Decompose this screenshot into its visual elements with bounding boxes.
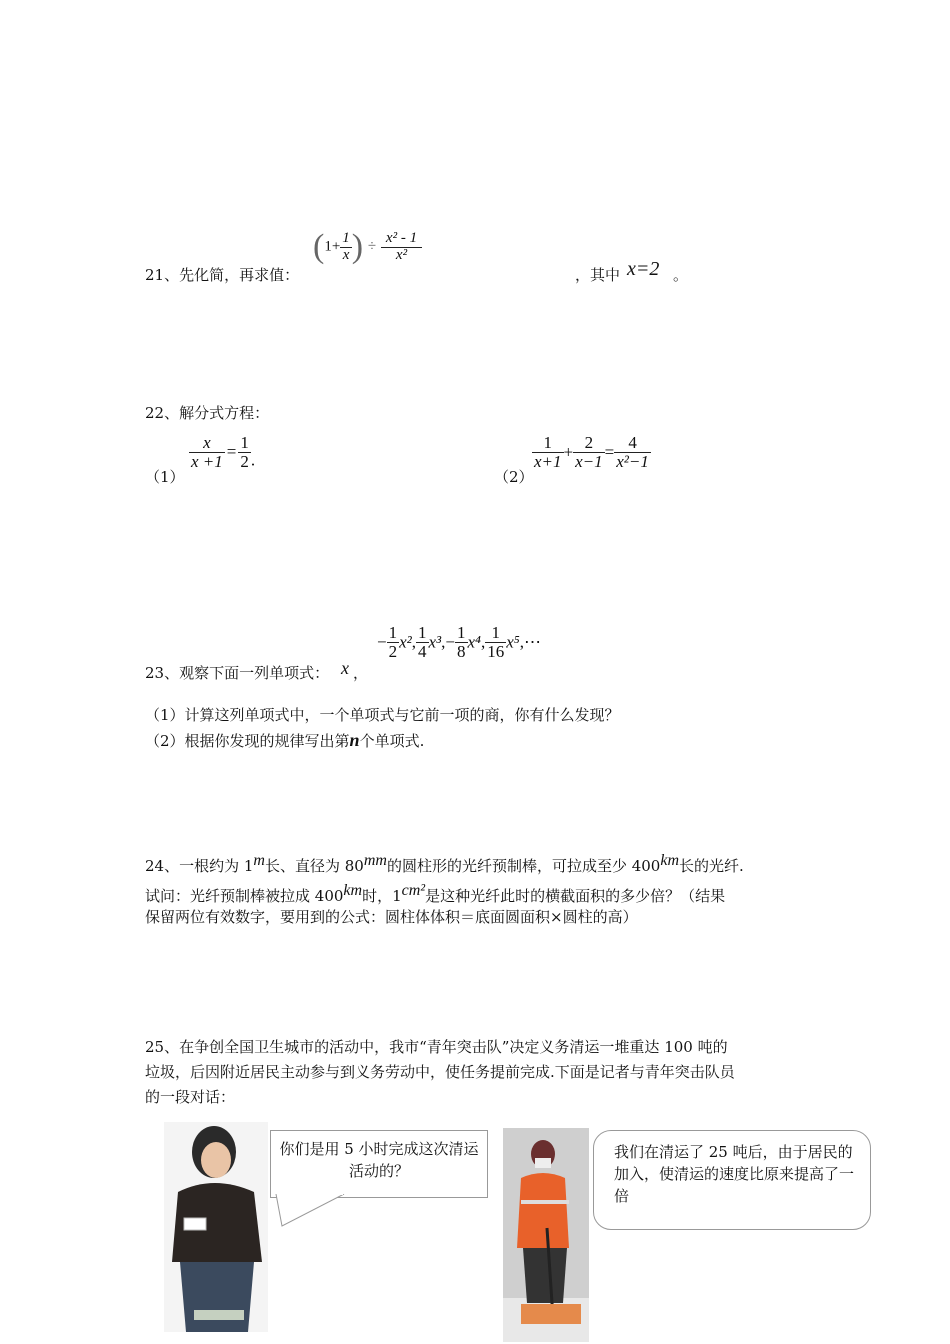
q21-divide: ÷ (367, 238, 377, 255)
q23-first-term: x (341, 658, 349, 678)
q21-one: 1 (324, 238, 332, 255)
q22-p1-equals: = (226, 442, 237, 462)
q22-p2-label: （2） (494, 468, 534, 486)
q25-line2: 垃圾，后因附近居民主动参与到义务劳动中，使任务提前完成.下面是记者与青年突击队员 (145, 1063, 735, 1081)
q23-n-var: n (349, 730, 360, 750)
speech-bubble-worker (593, 1130, 871, 1230)
q21-end: 。 (673, 266, 689, 284)
q21-frac2: $\frac{\text{x² - 1}}{\text{x²}}$ (381, 231, 422, 264)
q21-prefix: 21、先化简，再求值： (145, 266, 300, 284)
q22-p1-left-fraction: $\frac{x}{x +1}$ (191, 433, 223, 471)
q21-expression: (1+ $\frac{1}{x}$ ) ÷ $\frac{\text{x² - 1}}{\text{x²}}$ (313, 228, 422, 266)
q25-line3: 的一段对话： (145, 1088, 236, 1106)
q22-title: 22、解分式方程： (145, 404, 270, 422)
q22-p2-fraction1: $\frac{1}{x+1}$ (534, 433, 562, 471)
q21-middle: ，其中 (575, 266, 621, 284)
q22-p2-equals: = (604, 442, 615, 462)
q22-p2-fraction3: $\frac{4}{\text{x²−1}}$ (616, 433, 649, 471)
q21-plus: + (331, 238, 341, 255)
q23-comma: ， (353, 664, 369, 682)
bubble-reporter-text: 你们是用 5 小时完成这次清运活动的？ (279, 1140, 479, 1180)
q23-series: − $\frac{1}{2}$ x², $\frac{1}{4}$ x³,− $\frac{1}{8}$ x⁴, $\frac{1}{16}$ x⁵,⋯ (377, 623, 541, 661)
q24-line3: 保留两位有效数字，要用到的公式：圆柱体体积＝底面圆面积×圆柱的高） (145, 908, 638, 926)
q23-prefix: 23、观察下面一列单项式： (145, 664, 330, 682)
q22-p2-plus: + (563, 442, 574, 462)
worker-photo (503, 1128, 589, 1342)
q21-frac1: $\frac{1}{x}$ (342, 229, 350, 263)
q22-p1-label: （1） (145, 468, 185, 486)
q22-p1-right-fraction: $\frac{1}{2}$ (240, 433, 249, 471)
q22-p1-end: . (250, 450, 256, 470)
q23-sub2: （2）根据你发现的规律写出第n个单项式. (145, 730, 425, 750)
bubble-reporter-tail (272, 1194, 352, 1234)
speech-bubble-reporter (270, 1130, 488, 1198)
q21-condition: x=2 (627, 258, 660, 280)
q24-line2: 试问：光纤预制棒被拉成 $400^{km}$时，$1^{cm^2}$是这种光纤此时的横截面积的多少倍？（结果 (145, 882, 726, 905)
q23-sub1: （1）计算这列单项式中，一个单项式与它前一项的商，你有什么发现？ (145, 706, 620, 724)
q25-line1: 25、在争创全国卫生城市的活动中，我市“青年突击队”决定义务清运一堆重达 100 吨的 (145, 1038, 728, 1056)
q24-line1: 24、一根约为 1$^m$长、直径为 $80^{mm}$的圆柱形的光纤预制棒，可拉成至少 $400^{km}$长的光纤. (145, 852, 744, 875)
q22-p2-fraction2: $\frac{2}{x-1}$ (575, 433, 603, 471)
bubble-worker-text: 我们在清运了 25 吨后，由于居民的加入，使清运的速度比原来提高了一倍 (614, 1143, 855, 1205)
reporter-photo (164, 1122, 268, 1332)
